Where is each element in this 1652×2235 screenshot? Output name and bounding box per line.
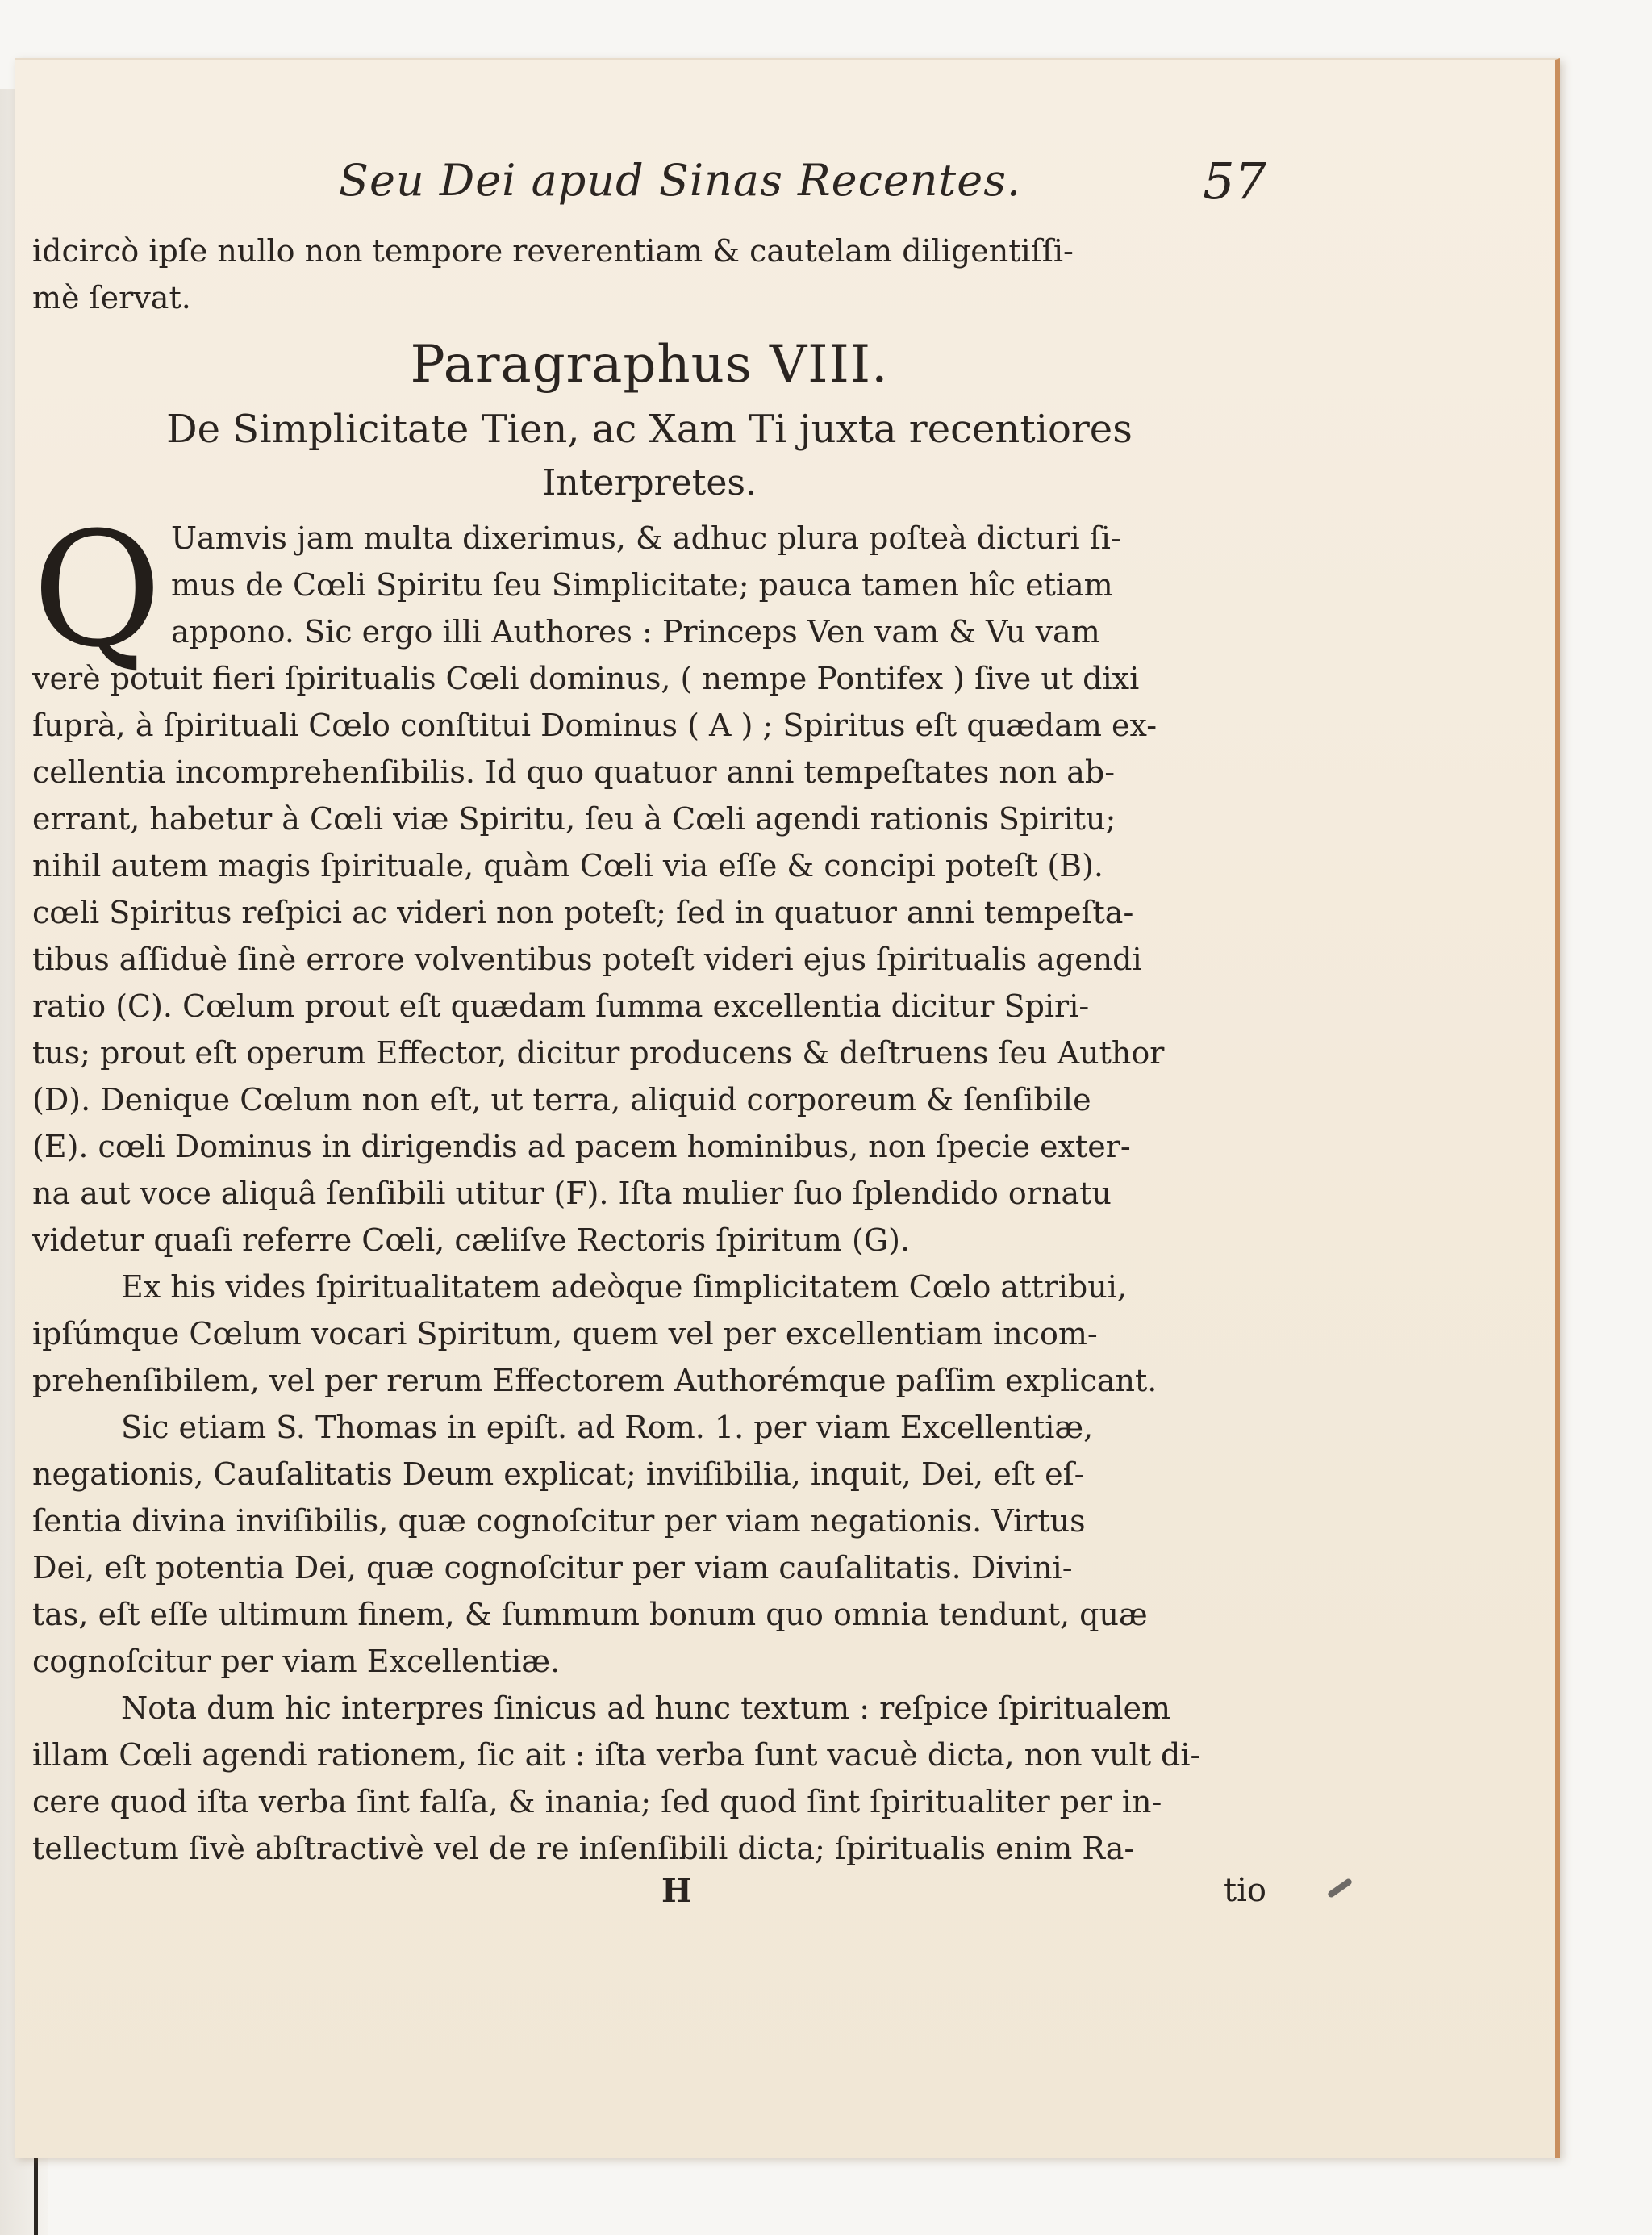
pencil-mark [1327,1878,1353,1899]
text-line: tibus aſſiduè ſinè errore volventibus poteſt videri ejus ſpiritualis agendi [32,942,1142,977]
text-line: Dei, eſt potentia Dei, quæ cognoſcitur per viam cauſalitatis. Divini- [32,1550,1073,1585]
text-line: ſuprà, à ſpirituali Cœlo conſtitui Dominus ( A ) ; Spiritus eſt quædam ex- [32,708,1158,743]
section-heading-line-1: De Simplicitate Tien, ac Xam Ti juxta recentiores [166,407,1133,452]
text-line: na aut voce aliquâ ſenſibili utitur (F). Iſta mulier ſuo ſplendido ornatu [32,1176,1112,1211]
text-line: Uamvis jam multa dixerimus, & adhuc plura poſteà dicturi ſi- [171,520,1121,556]
text-line: cognoſcitur per viam Excellentiæ. [32,1644,561,1679]
text-line: cellentia incomprehenſibilis. Id quo quatuor anni tempeſtates non ab- [32,754,1116,790]
text-line: (D). Denique Cœlum non eſt, ut terra, aliquid corporeum & ſenſibile [32,1082,1091,1118]
text-line: Nota dum hic interpres ſinicus ad hunc textum : reſpice ſpiritualem [121,1690,1171,1726]
drop-cap-letter: Q [32,499,162,683]
text-line: mè ſervat. [32,280,191,315]
text-line: illam Cœli agendi rationem, ſic ait : iſta verba ſunt vacuè dicta, non vult di- [32,1737,1201,1773]
text-line: prehenſibilem, vel per rerum Effectorem Authorémque paſſim explicant. [32,1363,1158,1398]
page-footer [32,1872,1266,1919]
text-line: (E). cœli Dominus in dirigendis ad pacem hominibus, non ſpecie exter- [32,1129,1131,1164]
book-page [15,58,1560,2158]
paragraph-title: Paragraphus VIII. [410,335,889,395]
text-block [32,152,1266,1919]
text-line: tellectum ſivè abſtractivè vel de re inſenſibili dicta; ſpiritualis enim Ra- [32,1831,1135,1866]
text-line: idcircò ipſe nullo non tempore reverentiam & cautelam diligentiſſi- [32,233,1074,269]
text-line: tus; prout eſt operum Effector, dicitur producens & deſtruens ſeu Author [32,1035,1165,1071]
text-line: Ex his vides ſpiritualitatem adeòque ſimplicitatem Cœlo attribui, [121,1269,1127,1305]
text-line: ipſúmque Cœlum vocari Spiritum, quem vel per excellentiam incom- [32,1316,1098,1351]
section-heading-line-2: Interpretes. [542,462,757,503]
text-line: Sic etiam S. Thomas in epiſt. ad Rom. 1. per viam Excellentiæ, [121,1410,1094,1445]
text-line: verè potuit fieri ſpiritualis Cœli dominus, ( nempe Pontifex ) ſive ut dixi [32,661,1140,696]
text-line: appono. Sic ergo illi Authores : Princeps Ven vam & Vu vam [171,614,1100,650]
text-line: nihil autem magis ſpirituale, quàm Cœli via eſſe & concipi poteſt (B). [32,848,1103,884]
text-line: cœli Spiritus reſpici ac videri non poteſt; ſed in quatuor anni tempeſta- [32,895,1134,930]
signature-mark: H [661,1872,692,1910]
page-number: 57 [1203,152,1266,211]
text-line: ſentia divina inviſibilis, quæ cognoſcitur per viam negationis. Virtus [32,1503,1086,1539]
text-line: ratio (C). Cœlum prout eſt quædam ſumma excellentia dicitur Spiri- [32,988,1090,1024]
running-head [32,152,1266,228]
text-line: cere quod iſta verba ſint falſa, & inania; ſed quod ſint ſpiritualiter per in- [32,1784,1162,1819]
catchword: tio [1224,1872,1266,1909]
running-title: Seu Dei apud Sinas Recentes. [339,155,1022,206]
text-line: tas, eſt eſſe ultimum finem, & ſummum bonum quo omnia tendunt, quæ [32,1597,1148,1632]
text-line: errant, habetur à Cœli viæ Spiritu, ſeu à Cœli agendi rationis Spiritu; [32,801,1116,837]
text-line: mus de Cœli Spiritu ſeu Simplicitate; pauca tamen hîc etiam [171,567,1113,603]
text-line: videtur quaſi referre Cœli, cæliſve Rectoris ſpiritum (G). [32,1222,911,1258]
text-line: negationis, Cauſalitatis Deum explicat; inviſibilia, inquit, Dei, eſt eſ- [32,1456,1085,1492]
